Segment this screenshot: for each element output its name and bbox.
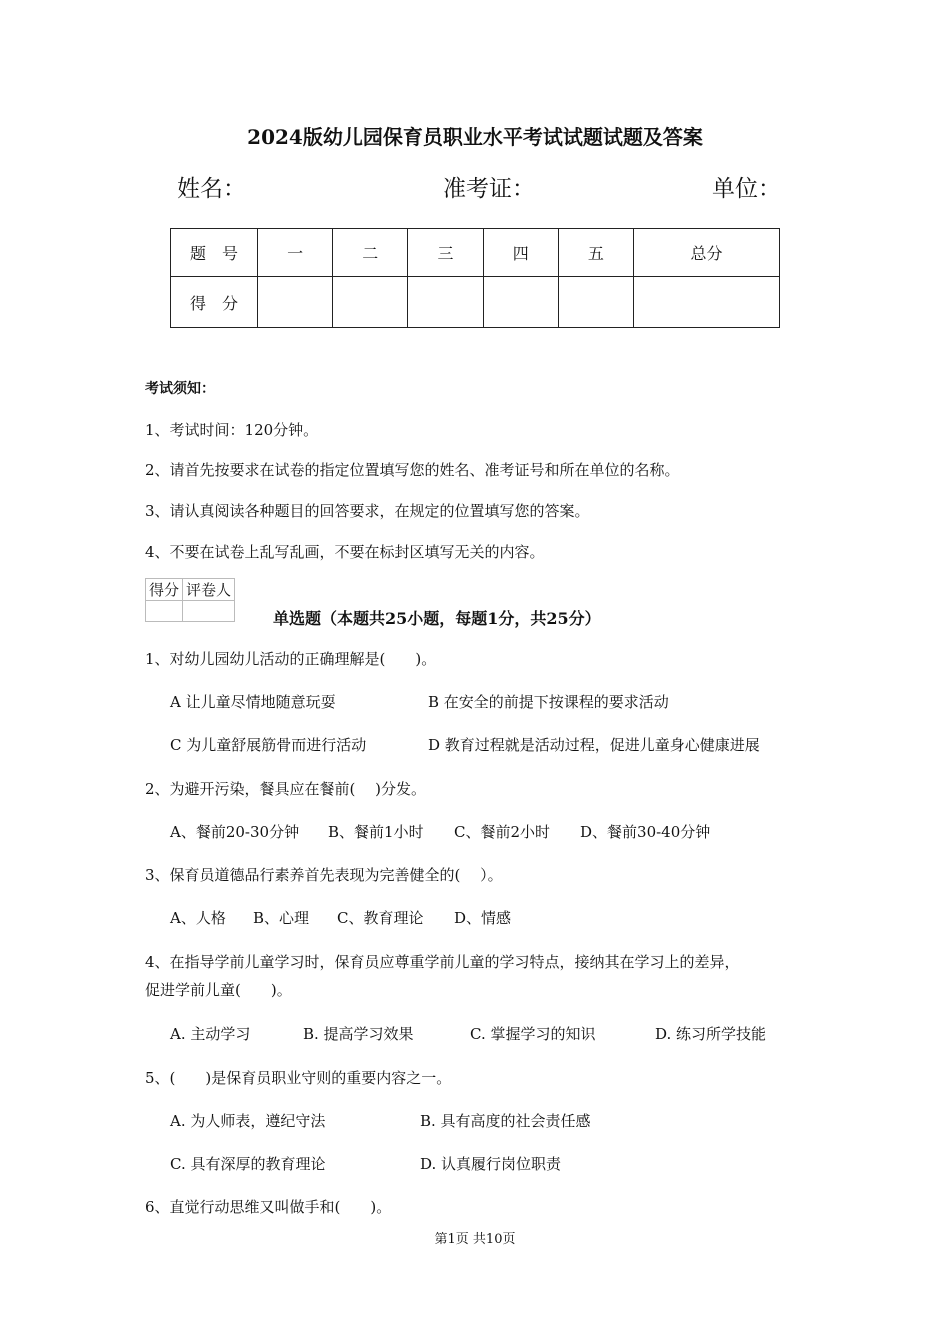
score-table-header-cell: 一 [258, 229, 333, 277]
score-table-header-cell: 题 号 [171, 229, 258, 277]
score-table-header-row [171, 229, 780, 277]
notice-item: 2、请首先按要求在试卷的指定位置填写您的姓名、准考证号和所在单位的名称。 [145, 461, 680, 479]
score-cell[interactable] [408, 277, 483, 328]
option-a: A. 为人师表，遵纪守法 [170, 1112, 326, 1130]
score-table-header-cell: 总分 [634, 229, 780, 277]
name-field-label: 姓名： [177, 176, 246, 202]
grader-score-label: 得分 [146, 579, 183, 601]
option-a: A、人格 [170, 909, 226, 927]
score-table-row-label: 得 分 [171, 277, 258, 328]
option-b: B. 具有高度的社会责任感 [420, 1112, 591, 1130]
score-table [170, 228, 780, 328]
document-title: 2024版幼儿园保育员职业水平考试试题试题及答案 [247, 125, 703, 149]
exam-id-field-label: 准考证： [443, 176, 535, 202]
option-b: B 在安全的前提下按课程的要求活动 [428, 693, 669, 711]
question-stem: 6、直觉行动思维又叫做手和( )。 [145, 1198, 392, 1216]
score-cell[interactable] [483, 277, 558, 328]
grader-reviewer-label: 评卷人 [183, 579, 235, 601]
option-d: D、餐前30-40分钟 [580, 823, 711, 841]
unit-field-label: 单位： [712, 176, 781, 202]
notice-heading: 考试须知： [145, 381, 215, 397]
notice-item: 1、考试时间：120分钟。 [145, 421, 319, 439]
option-a: A. 主动学习 [170, 1025, 251, 1043]
option-b: B. 提高学习效果 [303, 1025, 414, 1043]
notice-item: 3、请认真阅读各种题目的回答要求，在规定的位置填写您的答案。 [145, 502, 590, 520]
score-cell[interactable] [634, 277, 780, 328]
question-stem: 2、为避开污染，餐具应在餐前( )分发。 [145, 780, 427, 798]
question-stem-continued: 促进学前儿童( )。 [145, 981, 292, 999]
question-stem: 3、保育员道德品行素养首先表现为完善健全的( ）。 [145, 866, 503, 884]
question-stem: 5、( )是保育员职业守则的重要内容之一。 [145, 1069, 452, 1087]
score-cell[interactable] [258, 277, 333, 328]
page-footer: 第1页 共10页 [434, 1232, 516, 1247]
option-d: D、情感 [454, 909, 512, 927]
notice-item: 4、不要在试卷上乱写乱画，不要在标封区填写无关的内容。 [145, 543, 545, 561]
question-stem: 4、在指导学前儿童学习时，保育员应尊重学前儿童的学习特点，接纳其在学习上的差异， [145, 953, 740, 971]
score-table-header-cell: 四 [483, 229, 558, 277]
question-stem: 1、对幼儿园幼儿活动的正确理解是( )。 [145, 650, 437, 668]
option-d: D. 认真履行岗位职责 [420, 1155, 562, 1173]
score-cell[interactable] [558, 277, 633, 328]
option-c: C 为儿童舒展筋骨而进行活动 [170, 736, 367, 754]
option-c: C、教育理论 [337, 909, 424, 927]
grader-reviewer-cell[interactable] [183, 601, 235, 622]
score-table-score-row [171, 277, 780, 328]
option-d: D. 练习所学技能 [655, 1025, 767, 1043]
score-cell[interactable] [333, 277, 408, 328]
grader-table [145, 578, 235, 622]
score-table-header-cell: 二 [333, 229, 408, 277]
option-d: D 教育过程就是活动过程，促进儿童身心健康进展 [428, 736, 760, 754]
score-table-header-cell: 三 [408, 229, 483, 277]
section-title: 单选题（本题共25小题，每题1分，共25分） [273, 609, 601, 628]
option-b: B、餐前1小时 [328, 823, 424, 841]
option-a: A 让儿童尽情地随意玩耍 [170, 693, 336, 711]
option-c: C. 具有深厚的教育理论 [170, 1155, 326, 1173]
grader-score-cell[interactable] [146, 601, 183, 622]
score-table-header-cell: 五 [558, 229, 633, 277]
option-c: C. 掌握学习的知识 [470, 1025, 596, 1043]
option-c: C、餐前2小时 [454, 823, 551, 841]
option-b: B、心理 [253, 909, 310, 927]
option-a: A、餐前20-30分钟 [170, 823, 300, 841]
